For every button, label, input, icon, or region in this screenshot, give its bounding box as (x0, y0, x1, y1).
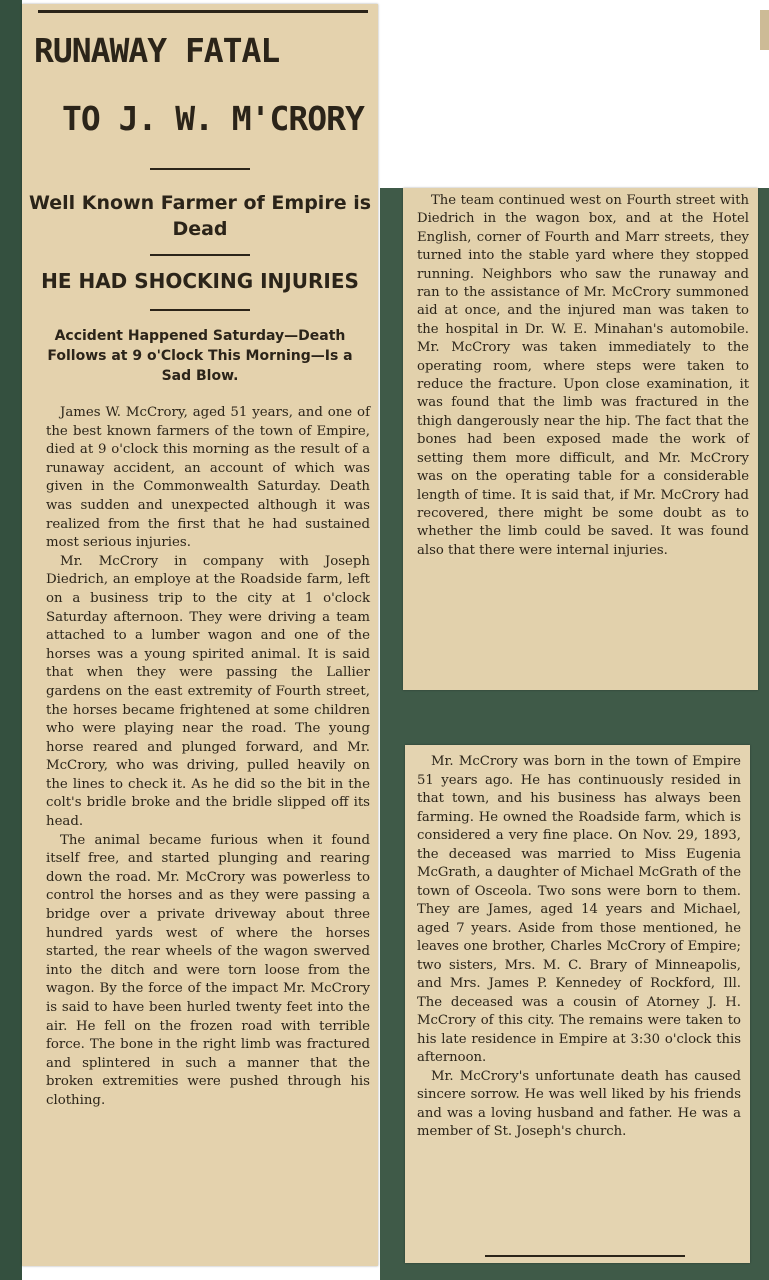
subhead-1: Well Known Farmer of Empire is Dead (28, 192, 372, 240)
end-divider (485, 1255, 685, 1257)
divider (150, 254, 250, 256)
paragraph: The animal became furious when it found itself free, and started plunging and rearing down the road. Mr. McCrory was powerless to control the horses and as they were passing a bridge over a private driveway about three hundred yards west of where the horses started, the rear wheels of the wagon swerved into the ditch and were torn loose from the wagon. By the force of the impact Mr. McCrory is said to have been hurled twenty feet into the air. He fell on the frozen road with terrible force. The bone in the right limb was fractured and splintered in such a manner that the broken extremities were pushed through his clothing. (46, 832, 370, 1108)
clipping-continuation-top (403, 188, 758, 690)
clipping-edge (760, 10, 769, 50)
subhead-2: HE HAD SHOCKING INJURIES (41, 269, 359, 293)
headline-line-1: RUNAWAY FATAL (34, 31, 280, 70)
paragraph: James W. McCrory, aged 51 years, and one of the best known farmers of the town of Empire, died at 9 o'clock this morning as the result of a runaway accident, an account of which was given in the Commonwealth Saturday. Death was sudden and unexpected although it was realized from the first that he had sustained most serious injuries. (46, 405, 370, 551)
article-body-right-bottom (417, 753, 741, 1142)
headline-line-2: TO J. W. M'CRORY (62, 99, 364, 138)
clipping-headline-column (22, 4, 378, 1266)
subhead-3: Accident Happened Saturday—Death Follows at 9 o'Clock This Morning—Is a Sad Blow. (47, 328, 353, 384)
paragraph: Mr. McCrory in company with Joseph Diedrich, an employe at the Roadside farm, left on a business trip to the city at 1 o'clock Saturday afternoon. They were driving a team attached to a lumber wagon and one of the horses was a young spirited animal. It is said that when they were passing the Lallier gardens on the east extremity of Fourth street, the horses became frightened at some children who were playing near the road. The young horse reared and plunged forward, and Mr. McCrory, who was driving, pulled heavily on the lines to check it. As he did so the bit in the colt's bridle broke and the bridle slipped off its head. (46, 553, 370, 830)
paragraph: Mr. McCrory's unfortunate death has caused sincere sorrow. He was well liked by his friends and was a loving husband and father. He was a member of St. Joseph's church. (417, 1068, 741, 1139)
scrapbook-page-left (0, 0, 22, 1280)
paragraph: The team continued west on Fourth street with Diedrich in the wagon box, and at the Hotel English, corner of Fourth and Marr streets, they turned into the stable yard where they stopped running. Neighbors who saw the runaway and ran to the assistance of Mr. McCrory summoned aid at once, and the injured man was taken to the hospital in Dr. W. E. Minahan's automobile. Mr. McCrory was taken immediately to the operating room, where steps were taken to reduce the fracture. Upon close examination, it was found that the limb was fractured in the thigh dangerously near the hip. The fact that the bones had been exposed made the work of setting them more difficult, and Mr. McCrory was on the operating table for a considerable length of time. It is said that, if Mr. McCrory had recovered, there might be some doubt as to whether the limb could be saved. It was found also that there were internal injuries. (417, 193, 749, 558)
article-body-left (46, 404, 370, 1111)
divider (150, 168, 250, 170)
divider (150, 309, 250, 311)
article-body-right-top (417, 192, 749, 560)
paragraph: Mr. McCrory was born in the town of Empire 51 years ago. He has continuously resided in that town, and his business has always been farming. He owned the Roadside farm, which is considered a very fine place. On Nov. 29, 1893, the deceased was married to Miss Eugenia McGrath, a daughter of Michael McGrath of the town of Osceola. Two sons were born to them. They are James, aged 14 years and Michael, aged 7 years. Aside from those mentioned, he leaves one brother, Charles McCrory of Empire; two sisters, Mrs. M. C. Brary of Minneapolis, and Mrs. James P. Kennedey of Rockford, Ill. The deceased was a cousin of Atorney J. H. McCrory of this city. The remains were taken to his late residence in Empire at 3:30 o'clock this afternoon. (417, 754, 741, 1065)
clipping-continuation-bottom (405, 745, 750, 1263)
